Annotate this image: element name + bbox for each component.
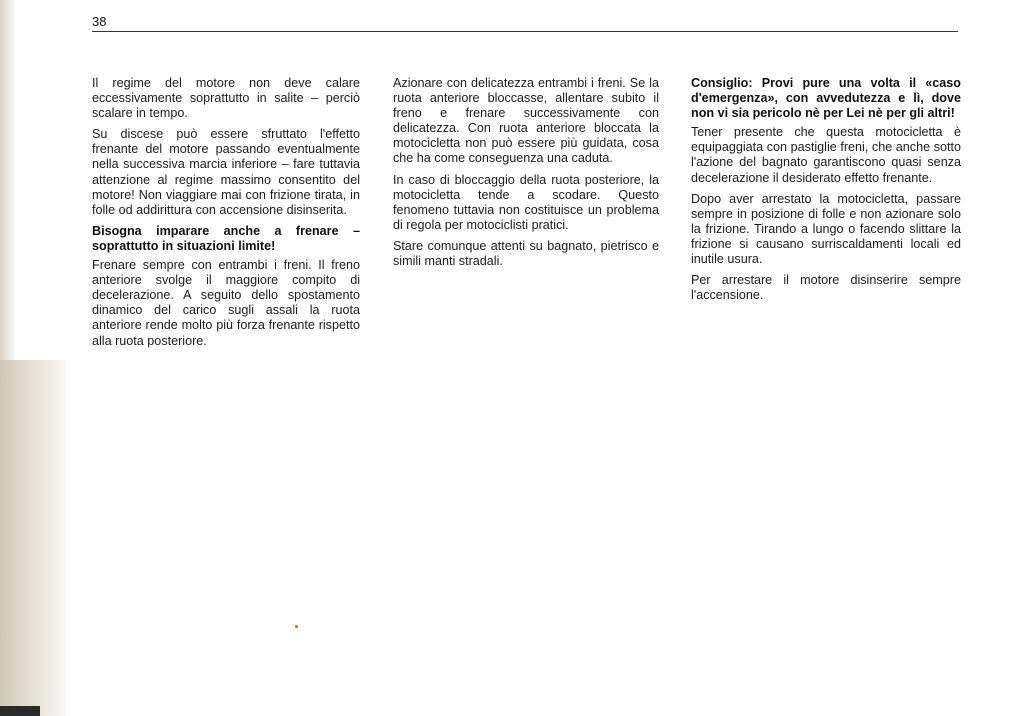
paragraph: Frenare sempre con entrambi i freni. Il freno anteriore svolge il maggiore compito di decelerazione. A seguito dello spostamento dinamico del carico sugli assali la ruota anteriore rende molto più forza frenante rispetto alla ruota posteriore.	[92, 258, 360, 348]
paragraph: Stare comunque attenti su bagnato, pietrisco e simili manti stradali.	[393, 238, 659, 269]
header-rule	[92, 31, 958, 32]
paragraph: Su discese può essere sfruttato l'effetto frenante del motore passando eventualmente nella successiva marcia inferiore – fare tuttavia attenzione al regime massimo consentito del motore! Non viaggiare mai con frizione tirata, in folle od addirittura con accensione disinserita.	[92, 127, 360, 217]
paragraph: Dopo aver arrestato la motocicletta, passare sempre in posizione di folle e non azionare solo la frizione. Tirando a lungo o facendo slittare la frizione si causano surriscaldamenti locali ed inutile usura.	[691, 191, 961, 267]
tip-heading: Consiglio: Provi pure una volta il «caso d'emergenza», con avvedutezza e lì, dove non vi sia pericolo nè per Lei nè per gli altri!	[691, 76, 961, 121]
ink-speck	[295, 625, 298, 628]
text-column-3	[691, 76, 961, 309]
paragraph: Il regime del motore non deve calare eccessivamente soprattutto in salite – perciò scalare in tempo.	[92, 76, 360, 121]
paragraph: In caso di bloccaggio della ruota posteriore, la motocicletta tende a scodare. Questo fenomeno tuttavia non costituisce un problema di regola per motociclisti pratici.	[393, 172, 659, 232]
paragraph: Tener presente che questa motocicletta è equipaggiata con pastiglie freni, che anche sotto l'azione del bagnato garantiscono quasi senza decelerazione il desiderato effetto frenante.	[691, 125, 961, 185]
text-column-2	[393, 76, 659, 275]
page-number: 38	[92, 14, 107, 29]
paragraph: Per arrestare il motore disinserire sempre l'accensione.	[691, 273, 961, 303]
section-heading: Bisogna imparare anche a frenare – soprattutto in situazioni limite!	[92, 223, 360, 253]
paragraph: Azionare con delicatezza entrambi i freni. Se la ruota anteriore bloccasse, allentare subito il freno e frenare successivamente con delicatezza. Con ruota anteriore bloccata la motocicletta non può essere più guidata, cosa che ha come conseguenza una caduta.	[393, 76, 659, 166]
page-stack-edge	[0, 360, 66, 716]
text-column-1	[92, 76, 360, 355]
